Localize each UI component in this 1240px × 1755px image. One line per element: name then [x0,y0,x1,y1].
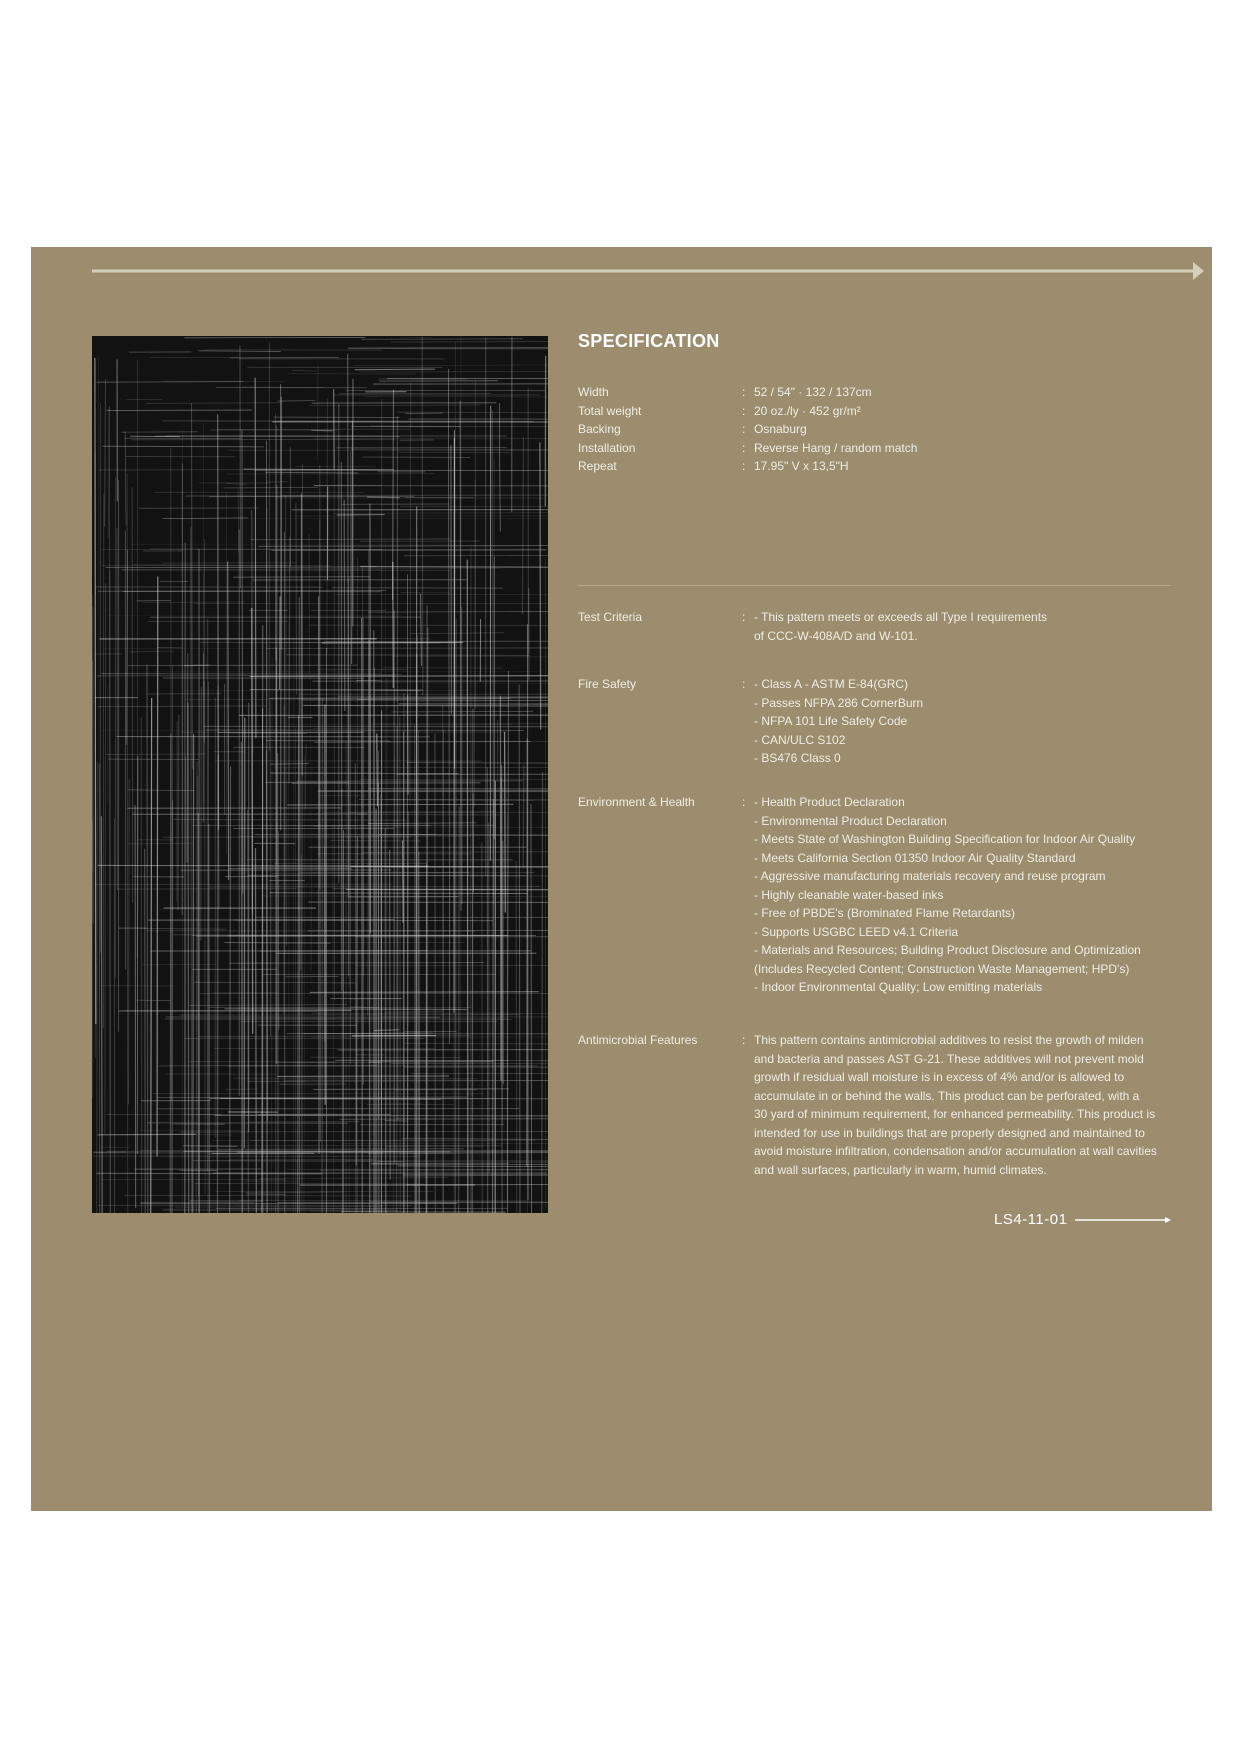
spec-colon: : [742,403,746,418]
spec-row [578,420,1208,439]
text-line: and wall surfaces, particularly in warm, humid climates. [754,1162,1047,1177]
section-colon: : [742,1033,746,1047]
section-label: Test Criteria [578,610,643,624]
spec-row [578,402,1208,421]
spec-row [578,383,1208,402]
spec-value: 20 oz./ly · 452 gr/m² [754,403,861,418]
section-label: Fire Safety [578,677,637,691]
text-line: intended for use in buildings that are properly designed and maintained to [754,1125,1145,1140]
text-line: accumulate in or behind the walls. This product can be perforated, with a [754,1088,1140,1103]
section-lines [754,675,1208,768]
text-line: - CAN/ULC S102 [754,732,846,747]
text-line: - Free of PBDE's (Brominated Flame Retardants) [754,906,1016,920]
text-line: - Highly cleanable water-based inks [754,887,944,902]
spec-label: Backing [578,422,621,436]
spec-value: Osnaburg [754,422,807,436]
spec-value: Reverse Hang / random match [754,440,918,455]
section-label: Antimicrobial Features [578,1033,698,1047]
section-colon: : [742,610,746,624]
text-line: - Meets State of Washington Building Specification for Indoor Air Quality [754,832,1136,846]
text-line: (Includes Recycled Content; Construction Waste Management; HPD's) [754,961,1130,976]
long-right-arrow-icon [92,260,1204,282]
spec-colon: : [742,385,746,399]
text-line: This pattern contains antimicrobial additives to resist the growth of milden [754,1033,1144,1047]
text-line: - Health Product Declaration [754,795,905,809]
spec-label: Total weight [578,403,642,418]
spec-value: 17.95" V x 13,5"H [754,459,849,473]
spec-colon: : [742,422,746,436]
text-line: - Class A - ASTM E-84(GRC) [754,677,909,691]
section-lines [754,608,1208,645]
text-line: - Meets California Section 01350 Indoor Air Quality Standard [754,850,1076,865]
section-colon: : [742,677,746,691]
spec-label: Width [578,385,609,399]
text-line: - BS476 Class 0 [754,751,841,765]
text-line: 30 yard of minimum requirement, for enhanced permeability. This product is [754,1107,1156,1121]
text-line: - Materials and Resources; Building Product Disclosure and Optimization [754,943,1141,957]
page-title: SPECIFICATION [578,331,720,351]
spec-value: 52 / 54" · 132 / 137cm [754,385,872,399]
spec-label: Repeat [578,459,617,473]
environment-health-block [578,793,1208,997]
thin-right-arrow-icon [1075,1215,1171,1225]
text-line: - Aggressive manufacturing materials recovery and reuse program [754,869,1106,883]
text-line: - Supports USGBC LEED v4.1 Criteria [754,924,959,939]
section-lines [754,793,1208,997]
text-line: - NFPA 101 Life Safety Code [754,714,908,728]
text-line: - This pattern meets or exceeds all Type I requirements [754,610,1048,624]
spec-colon: : [742,440,746,455]
text-line: and bacteria and passes AST G-21. These additives will not prevent mold [754,1051,1144,1066]
fabric-swatch-image [92,336,548,1213]
fire-safety-block [578,675,1208,768]
product-code-text: LS4-11-01 [994,1211,1068,1228]
text-line: of CCC-W-408A/D and W-101. [754,628,918,643]
section-label: Environment & Health [578,795,695,809]
text-line: - Environmental Product Declaration [754,813,947,828]
section-lines [754,1031,1208,1179]
text-line: - Passes NFPA 286 CornerBurn [754,695,924,710]
spec-row [578,457,1208,476]
test-criteria-block [578,608,1208,645]
spec-label: Installation [578,440,636,455]
specification-section [578,331,1208,1177]
text-line: - Indoor Environmental Quality; Low emitting materials [754,980,1043,994]
section-colon: : [742,795,746,809]
spec-row [578,439,1208,458]
product-code [994,1211,1171,1228]
text-line: avoid moisture infiltration, condensation and/or accumulation at wall cavities [754,1144,1157,1158]
section-divider [578,585,1171,586]
spec-colon: : [742,459,746,473]
spec-panel [31,247,1212,1511]
spec-table [578,383,1208,476]
antimicrobial-block [578,1031,1208,1179]
text-line: growth if residual wall moisture is in excess of 4% and/or is allowed to [754,1070,1125,1084]
